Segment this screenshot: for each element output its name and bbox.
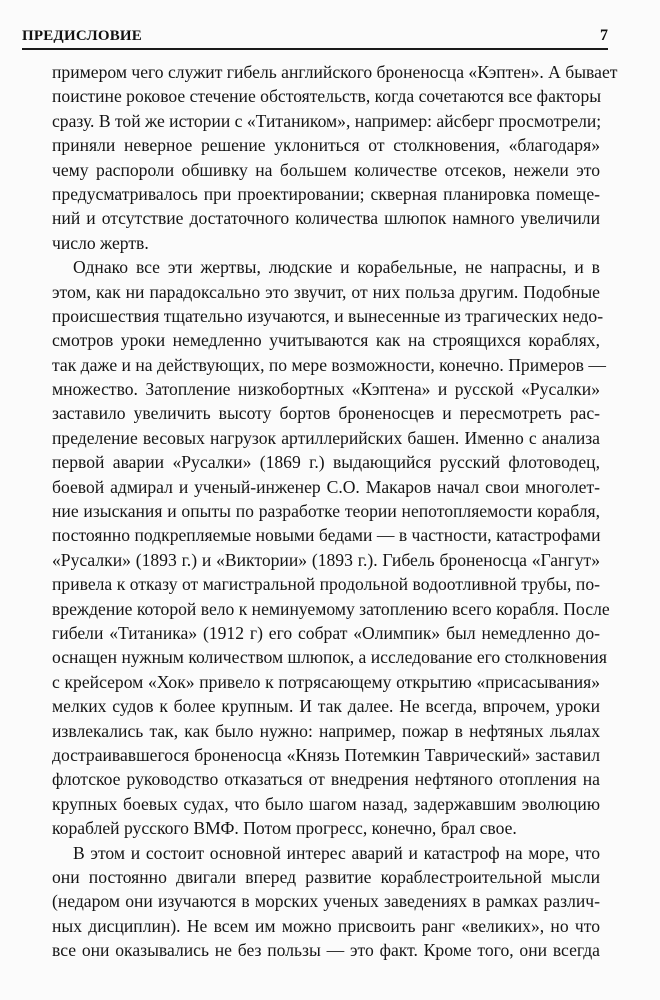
- text-line: чему распороли обшивку на большем количестве отсеков, нежели это: [52, 159, 600, 180]
- text-line: крупных боевых судах, что было шагом назад, задержавшим эволюцию: [52, 793, 600, 814]
- text-line: множество. Затопление низкобортных «Кэптена» и русской «Русалки»: [52, 379, 600, 400]
- text-line: с крейсером «Хок» привело к потрясающему открытию «присасывания»: [52, 671, 600, 692]
- text-line: ных дисциплин). Не всем им можно присвоить ранг «великих», но что: [52, 915, 600, 936]
- text-line: ние изыскания и опыты по разработке теории непотопляемости корабля,: [52, 501, 600, 522]
- text-line: извлекались так, как было нужно: например, пожар в нефтяных льялах: [52, 720, 600, 741]
- text-line: «Русалки» (1893 г.) и «Виктории» (1893 г.). Гибель броненосца «Гангут»: [52, 549, 600, 570]
- text-line: они постоянно двигали вперед развитие кораблестроительной мысли: [52, 866, 600, 887]
- text-line: вреждение которой вело к неминуемому затоплению всего корабля. После: [52, 598, 610, 619]
- text-line: достраивавшегося броненосца «Князь Потемкин Таврический» заставил: [52, 744, 600, 765]
- text-line: заставило увеличить высоту бортов броненосцев и пересмотреть рас-: [52, 403, 600, 424]
- text-line: гибели «Титаника» (1912 г) его собрат «Олимпик» был немедленно до-: [52, 622, 600, 643]
- text-line: этом, как ни парадоксально это звучит, от них польза другим. Подобные: [52, 281, 600, 302]
- text-line: В этом и состоит основной интерес аварий и катастроф на море, что: [73, 842, 600, 863]
- text-line: приняли неверное решение уклониться от столкновения, «благодаря»: [52, 135, 600, 156]
- text-line: флотское руководство отказаться от внедрения нефтяного отопления на: [52, 769, 600, 790]
- text-line: первой аварии «Русалки» (1869 г.) выдающийся русский флотоводец,: [52, 452, 600, 473]
- text-line: предусматривалось при проектировании; скверная планировка помеще-: [52, 183, 600, 204]
- text-line: Однако все эти жертвы, людские и корабельные, не напрасны, и в: [73, 257, 600, 278]
- text-line: сразу. В той же истории с «Титаником», например: айсберг просмотрели;: [52, 110, 602, 131]
- text-line: пределение весовых нагрузок артиллерийских башен. Именно с анализа: [52, 427, 600, 448]
- text-line: происшествия тщательно изучаются, и вынесенные из трагических недо-: [52, 305, 604, 326]
- text-line: все они оказывались не без пользы — это факт. Кроме того, они всегда: [52, 940, 600, 961]
- text-line: (недаром они изучаются в морских ученых заведениях в рамках различ-: [52, 891, 600, 912]
- text-line: примером чего служит гибель английского броненосца «Кэптен». А бывает: [52, 62, 618, 82]
- text-line: оснащен нужным количеством шлюпок, а исследование его столкновения: [52, 647, 607, 668]
- body-text: [52, 60, 618, 962]
- text-line: поистине роковое стечение обстоятельств, когда сочетаются все факторы: [52, 86, 602, 107]
- text-line: привела к отказу от магистральной продольной водоотливной трубы, по-: [52, 574, 600, 595]
- text-line: постоянно подкрепляемые новыми бедами — в частности, катастрофами: [52, 525, 601, 546]
- text-line: мелких судов к более крупным. И так далее. Не всегда, впрочем, уроки: [52, 696, 600, 717]
- text-line: боевой адмирал и ученый-инженер С.О. Макаров начал свои многолет-: [52, 476, 600, 497]
- text-line: число жертв.: [52, 232, 149, 253]
- section-title: ПРЕДИСЛОВИЕ: [22, 28, 143, 44]
- running-header: [22, 26, 608, 50]
- text-line: так даже и на действующих, по мере возможности, конечно. Примеров —: [52, 354, 606, 375]
- text-line: смотров уроки немедленно учитываются как на строящихся кораблях,: [52, 330, 600, 351]
- text-line: кораблей русского ВМФ. Потом прогресс, конечно, брал свое.: [52, 818, 517, 839]
- text-line: ний и отсутствие достаточного количества шлюпок намного увеличили: [52, 208, 600, 229]
- page-number: 7: [600, 27, 608, 44]
